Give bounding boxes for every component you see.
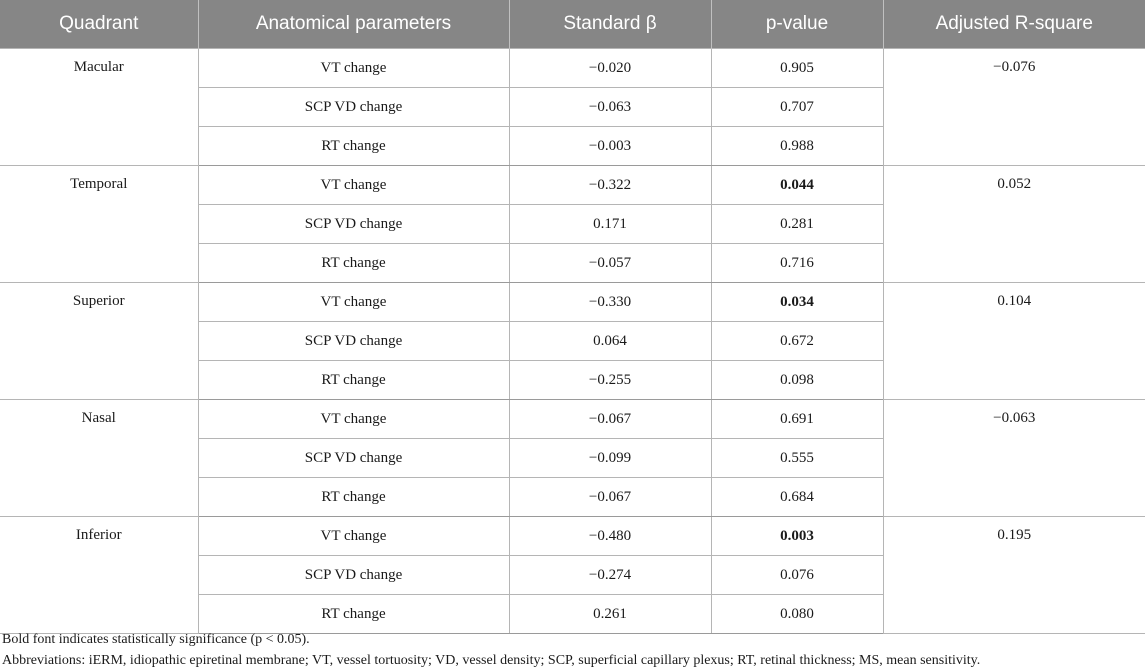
- quadrant-cell: Superior: [0, 283, 198, 400]
- p-value-cell: 0.555: [711, 439, 883, 478]
- parameter-cell: RT change: [198, 361, 509, 400]
- table-row: [0, 49, 1145, 88]
- p-value-cell: 0.905: [711, 49, 883, 88]
- table-row: [0, 517, 1145, 556]
- standard-beta-cell: 0.261: [509, 595, 711, 634]
- parameter-cell: VT change: [198, 49, 509, 88]
- parameter-cell: VT change: [198, 400, 509, 439]
- table-body: [0, 49, 1145, 634]
- parameter-cell: SCP VD change: [198, 322, 509, 361]
- table-header: [0, 0, 1145, 49]
- p-value-cell: 0.003: [711, 517, 883, 556]
- header-adjusted-r-square: Adjusted R-square: [883, 0, 1145, 49]
- quadrant-cell: Temporal: [0, 166, 198, 283]
- p-value-cell: 0.707: [711, 88, 883, 127]
- standard-beta-cell: −0.322: [509, 166, 711, 205]
- p-value-cell: 0.672: [711, 322, 883, 361]
- p-value-cell: 0.691: [711, 400, 883, 439]
- standard-beta-cell: −0.099: [509, 439, 711, 478]
- standard-beta-cell: 0.171: [509, 205, 711, 244]
- abbreviations-note: Abbreviations: iERM, idiopathic epiretinal membrane; VT, vessel tortuosity; VD, vessel density; SCP, superficial capillary plexus; RT, retinal thickness; MS, mean sensitivity.: [2, 653, 981, 668]
- parameter-cell: SCP VD change: [198, 556, 509, 595]
- standard-beta-cell: −0.067: [509, 400, 711, 439]
- standard-beta-cell: −0.274: [509, 556, 711, 595]
- p-value-cell: 0.281: [711, 205, 883, 244]
- p-value-cell: 0.034: [711, 283, 883, 322]
- parameter-cell: VT change: [198, 283, 509, 322]
- parameter-cell: VT change: [198, 517, 509, 556]
- quadrant-cell: Macular: [0, 49, 198, 166]
- bold-significance-note: Bold font indicates statistically significance (p < 0.05).: [2, 632, 310, 647]
- adjusted-r-square-cell: 0.195: [883, 517, 1145, 634]
- parameter-cell: VT change: [198, 166, 509, 205]
- parameter-cell: SCP VD change: [198, 205, 509, 244]
- parameter-cell: RT change: [198, 478, 509, 517]
- table-row: [0, 283, 1145, 322]
- adjusted-r-square-cell: −0.076: [883, 49, 1145, 166]
- header-row: [0, 0, 1145, 49]
- table-footnotes: [2, 629, 980, 671]
- standard-beta-cell: −0.255: [509, 361, 711, 400]
- quadrant-cell: Nasal: [0, 400, 198, 517]
- standard-beta-cell: −0.480: [509, 517, 711, 556]
- table-row: [0, 400, 1145, 439]
- adjusted-r-square-cell: 0.052: [883, 166, 1145, 283]
- header-anatomical-parameters: Anatomical parameters: [198, 0, 509, 49]
- parameter-cell: RT change: [198, 595, 509, 634]
- standard-beta-cell: −0.057: [509, 244, 711, 283]
- standard-beta-cell: −0.067: [509, 478, 711, 517]
- p-value-cell: 0.716: [711, 244, 883, 283]
- p-value-cell: 0.098: [711, 361, 883, 400]
- table-row: [0, 166, 1145, 205]
- adjusted-r-square-cell: 0.104: [883, 283, 1145, 400]
- p-value-cell: 0.076: [711, 556, 883, 595]
- p-value-cell: 0.080: [711, 595, 883, 634]
- parameter-cell: SCP VD change: [198, 88, 509, 127]
- standard-beta-cell: −0.330: [509, 283, 711, 322]
- header-p-value: p-value: [711, 0, 883, 49]
- adjusted-r-square-cell: −0.063: [883, 400, 1145, 517]
- header-quadrant: Quadrant: [0, 0, 198, 49]
- p-value-cell: 0.988: [711, 127, 883, 166]
- standard-beta-cell: 0.064: [509, 322, 711, 361]
- parameter-cell: RT change: [198, 127, 509, 166]
- header-standard-beta: Standard β: [509, 0, 711, 49]
- standard-beta-cell: −0.063: [509, 88, 711, 127]
- parameter-cell: RT change: [198, 244, 509, 283]
- quadrant-cell: Inferior: [0, 517, 198, 634]
- p-value-cell: 0.044: [711, 166, 883, 205]
- standard-beta-cell: −0.020: [509, 49, 711, 88]
- p-value-cell: 0.684: [711, 478, 883, 517]
- standard-beta-cell: −0.003: [509, 127, 711, 166]
- parameter-cell: SCP VD change: [198, 439, 509, 478]
